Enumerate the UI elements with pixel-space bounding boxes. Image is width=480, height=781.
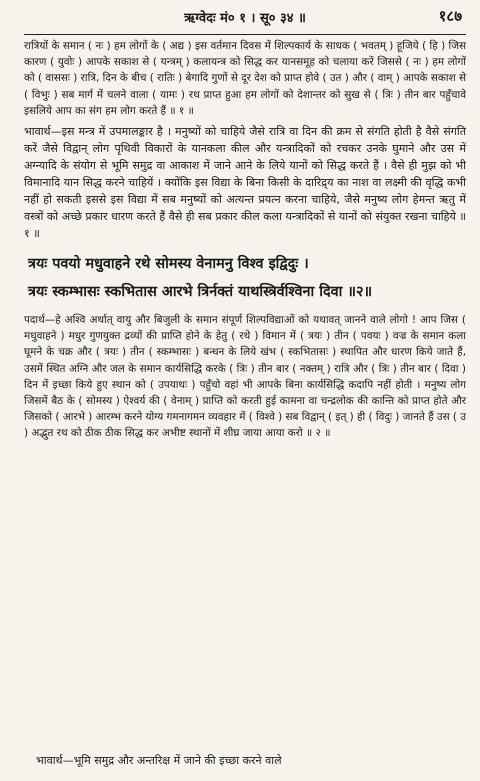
running-title: ऋग्वेदः मं० १ । सू० ३४ ॥	[184, 11, 306, 26]
padarth-2: पदार्थ—हे अश्वि अर्थात् वायु और बिजुली के समान संपूर्ण शिल्पविद्याओं को यथावत् जानने वाले लोगो ! आप जिस ( मधुवाहने ) मधुर गुणयुक्त द्रव्यों की प्राप्ति होने के हेतु ( रथे ) विमान में ( त्रयः ) तीन ( पवयः ) वज्र के समान कला घूमने के चक्र और ( त्रयः ) तीन ( स्कम्भासः ) बन्धन के लिये खंभ ( स्कभितासः ) स्थापित और धारण किये जाते हैं, उसमें स्थित अग्नि और जल के समान कार्यसिद्धि करके ( त्रिः ) तीन बार ( नक्तम् ) रात्रि और ( त्रिः ) तीन बार ( दिवा ) दिन में इच्छा किये हुए स्थान को ( उपयाथः ) पहुँचो वहां भी आपके बिना कार्यसिद्धि कदापि नहीं होती । मनुष्य लोग जिसमें बैठ के ( सोमस्य ) ऐश्वर्य की ( वेनाम् ) प्राप्ति को करती हुई कामना वा चन्द्रलोक की कान्ति को प्राप्त होते और जिसको ( आरभे ) आरम्भ करने योग्य गमनागमन व्यवहार में ( विश्वे ) सब विद्वान् ( इत् ) ही ( विदुः ) जानते हैं उस ( उ ) अद्भुत रथ को ठीक ठीक सिद्ध कर अभीष्ट स्थानों में शीघ्र जाया आया करो ॥ २ ॥	[24, 314, 466, 440]
bhavarth-2-start: भावार्थ—भूमि समुद्र और अन्तरिक्ष में जाने की इच्छा करने वाले	[36, 754, 282, 767]
page-number: १८७	[438, 7, 462, 25]
header-rule	[24, 34, 466, 35]
padarth-continuation: रात्रियों के समान ( नः ) हम लोगों के ( अद्य ) इस वर्तमान दिवस में शिल्पकार्य के साधक ( भवतम् ) हूजिये ( हि ) जिस कारण ( युवोः ) आपके सकाश से ( यन्त्रम् ) कलायन्त्र को सिद्ध कर यानसमूह को चलाया करें जिससे ( नः ) हम लोगों को ( वाससः ) रात्रि, दिन के बीच ( रातिः ) बेगादि गुणों से दूर देश को प्राप्त होवे ( उत ) और ( वाम् ) आपके सकाश से ( विभुः ) सब मार्ग में चलने वाला ( यामः ) रथ प्राप्त हुआ हम लोगों को देशान्तर को सुख से ( त्रिः ) तीन बार पहुँचावे इसलिये आप का संग हम लोग करते हैं ॥ १ ॥	[24, 40, 466, 117]
bhavarth-1: भावार्थ—इस मन्त्र में उपमालङ्कार है । मनुष्यों को चाहिये जैसे रात्रि वा दिन की क्रम से संगति होती है वैसे संगति करें जैसे विद्वान् लोग पृथिवी विकारों के यानकला कील और यन्त्रादिकों को रचकर उनके घुमाने और उस में अग्न्यादि के संयोग से भूमि समुद्र वा आकाश में जाने आने के लिये यानों को सिद्ध करते हैं । वैसे ही मुझ को भी विमानादि यान सिद्ध करने चाहियें । क्योंकि इस विद्या के बिना किसी के दारिद्र्य का नाश वा लक्ष्मी की वृद्धि कभी नहीं हो सकती इससे इस विद्या में सब मनुष्यों को अत्यन्त प्रयत्न करना चाहिये, जैसे मनुष्य लोग हेमन्त ऋतु में वस्त्रों को अच्छे प्रकार धारण करते हैं वैसे ही सब प्रकार कील कला यन्त्रादिकों से यानों को संयुक्त रखना चाहिये ॥ १ ॥	[24, 125, 466, 241]
mantra-line-2: त्रयः स्कम्भासः स्कभितास आरभे त्रिर्नक्तं याथस्त्रिर्वश्विना दिवा ॥२॥	[28, 284, 373, 301]
mantra-verse	[28, 250, 466, 306]
page-header	[24, 0, 466, 34]
mantra-line-1: त्रयः पवयो मधुवाहने रथे सोमस्य वेनामनु विश्व इद्विदुः ।	[28, 256, 309, 273]
